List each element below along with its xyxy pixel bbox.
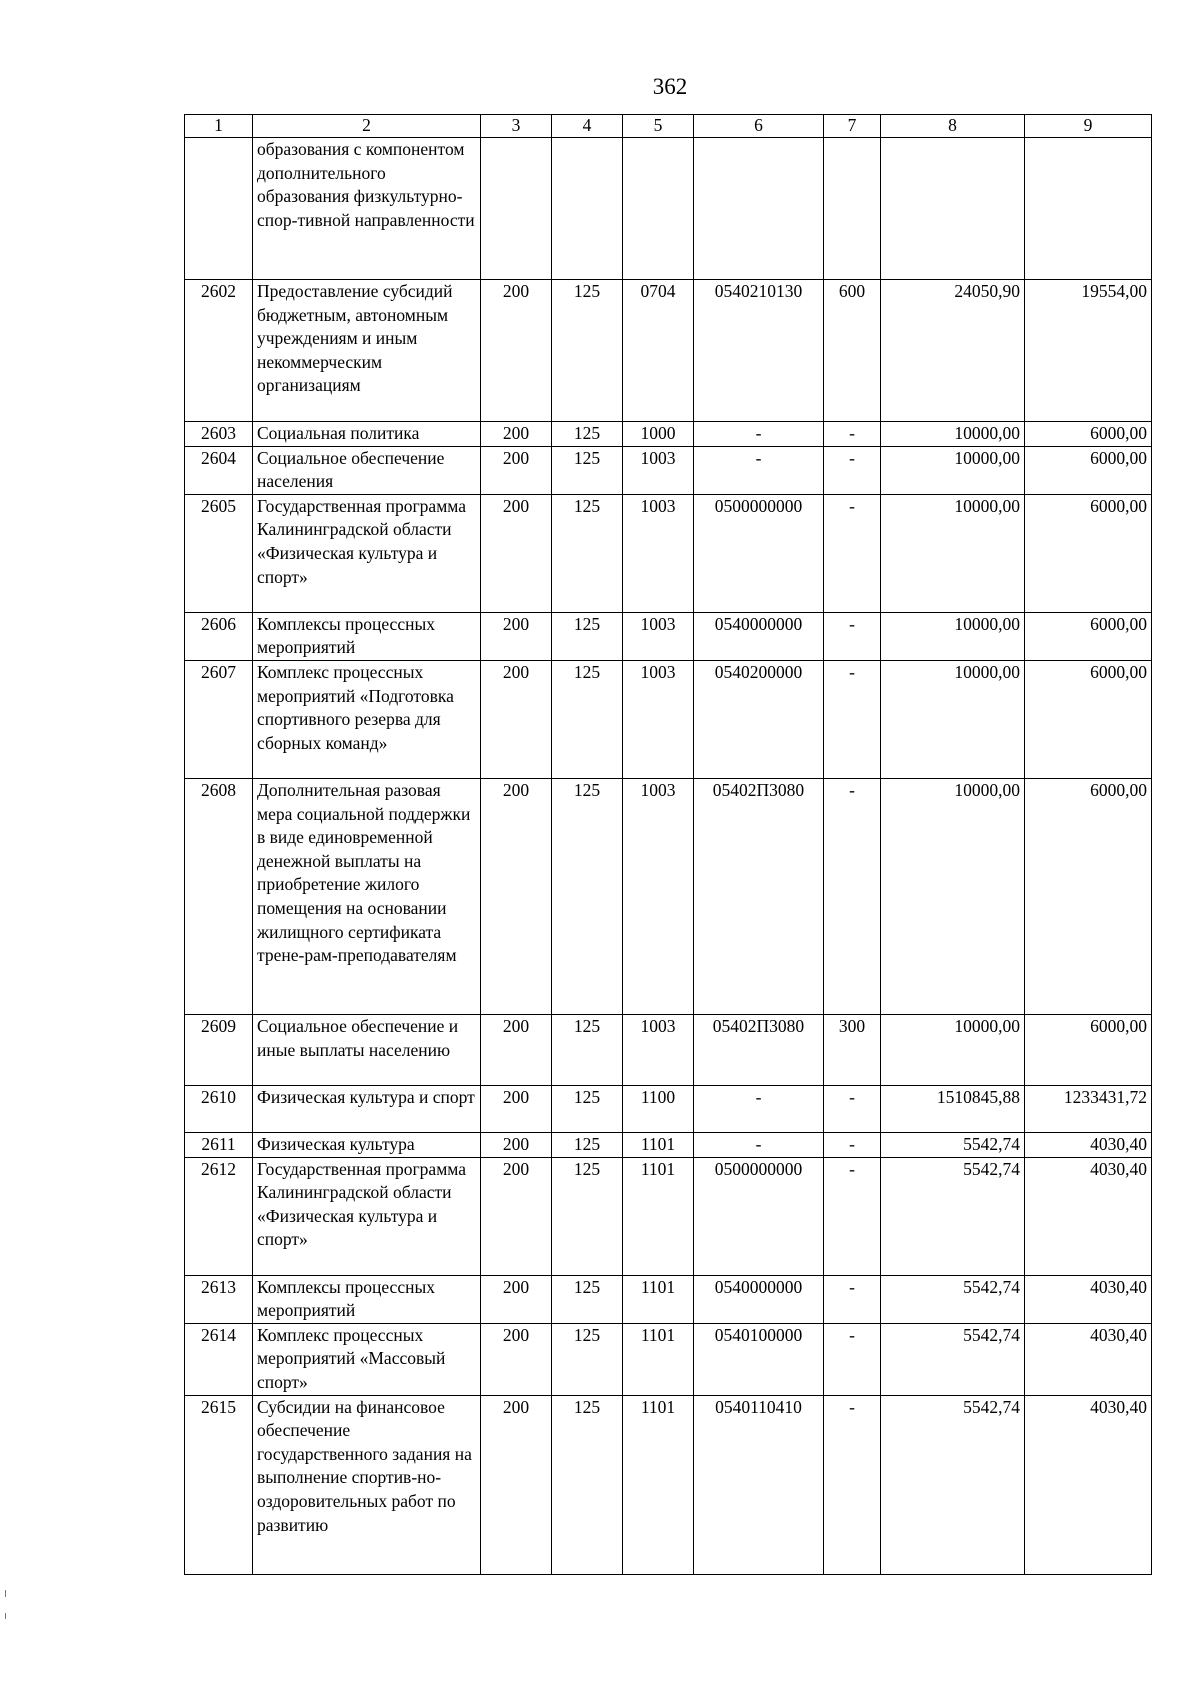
- cell-section-code: 1003: [623, 660, 694, 778]
- cell-row-code: 2606: [185, 612, 253, 660]
- cell-row-code: 2611: [185, 1132, 253, 1157]
- column-header: 4: [552, 115, 623, 138]
- cell-target-article-code: [694, 138, 824, 280]
- cell-amount-col8: 5542,74: [881, 1157, 1025, 1275]
- cell-indicator-name: Государственная программа Калининградской области «Физическая культура и спорт»: [253, 494, 481, 612]
- cell-indicator-name: Социальное обеспечение населения: [253, 446, 481, 494]
- cell-department-code: 125: [552, 1085, 623, 1132]
- table-body: [185, 138, 1152, 1575]
- cell-amount-col9: 6000,00: [1025, 612, 1152, 660]
- cell-department-code: 125: [552, 1157, 623, 1275]
- column-header: 3: [481, 115, 552, 138]
- cell-ministry-code: 200: [481, 494, 552, 612]
- table-row: [185, 660, 1152, 778]
- cell-amount-col8: 10000,00: [881, 422, 1025, 447]
- table-row: [185, 1157, 1152, 1275]
- table-row: [185, 138, 1152, 280]
- cell-ministry-code: 200: [481, 1275, 552, 1323]
- cell-expense-type-code: -: [824, 1323, 881, 1395]
- cell-target-article-code: 0540000000: [694, 1275, 824, 1323]
- cell-expense-type-code: -: [824, 778, 881, 1014]
- budget-table: [184, 114, 1152, 1575]
- scan-artifact-mark: [5, 1590, 6, 1597]
- column-header: 8: [881, 115, 1025, 138]
- cell-target-article-code: -: [694, 422, 824, 447]
- cell-amount-col9: 6000,00: [1025, 778, 1152, 1014]
- cell-amount-col8: 1510845,88: [881, 1085, 1025, 1132]
- column-header: 2: [253, 115, 481, 138]
- cell-section-code: 1003: [623, 1014, 694, 1085]
- cell-department-code: 125: [552, 280, 623, 422]
- scan-artifact-mark: [5, 1613, 6, 1619]
- cell-section-code: 1101: [623, 1395, 694, 1574]
- cell-amount-col8: 10000,00: [881, 778, 1025, 1014]
- cell-section-code: 1101: [623, 1157, 694, 1275]
- cell-ministry-code: 200: [481, 280, 552, 422]
- cell-ministry-code: 200: [481, 422, 552, 447]
- cell-amount-col8: 10000,00: [881, 1014, 1025, 1085]
- cell-expense-type-code: -: [824, 1085, 881, 1132]
- cell-indicator-name: Комплекс процессных мероприятий «Подготовка спортивного резерва для сборных команд»: [253, 660, 481, 778]
- cell-amount-col8: 10000,00: [881, 446, 1025, 494]
- cell-expense-type-code: -: [824, 494, 881, 612]
- cell-department-code: 125: [552, 494, 623, 612]
- cell-row-code: 2604: [185, 446, 253, 494]
- cell-indicator-name: Комплексы процессных мероприятий: [253, 1275, 481, 1323]
- cell-section-code: 1003: [623, 612, 694, 660]
- column-header: 6: [694, 115, 824, 138]
- cell-indicator-name: Физическая культура: [253, 1132, 481, 1157]
- cell-amount-col9: 4030,40: [1025, 1395, 1152, 1574]
- cell-amount-col9: 4030,40: [1025, 1132, 1152, 1157]
- cell-row-code: 2608: [185, 778, 253, 1014]
- cell-department-code: 125: [552, 1014, 623, 1085]
- cell-amount-col8: 10000,00: [881, 612, 1025, 660]
- cell-amount-col9: [1025, 138, 1152, 280]
- cell-row-code: 2602: [185, 280, 253, 422]
- cell-ministry-code: 200: [481, 1085, 552, 1132]
- cell-expense-type-code: -: [824, 422, 881, 447]
- cell-ministry-code: 200: [481, 660, 552, 778]
- cell-ministry-code: 200: [481, 1157, 552, 1275]
- cell-amount-col9: 6000,00: [1025, 660, 1152, 778]
- cell-section-code: 0704: [623, 280, 694, 422]
- cell-row-code: 2615: [185, 1395, 253, 1574]
- cell-section-code: 1003: [623, 494, 694, 612]
- cell-department-code: 125: [552, 1132, 623, 1157]
- cell-target-article-code: 0500000000: [694, 494, 824, 612]
- cell-row-code: 2603: [185, 422, 253, 447]
- column-header: 1: [185, 115, 253, 138]
- table-row: [185, 280, 1152, 422]
- cell-expense-type-code: -: [824, 612, 881, 660]
- table-row: [185, 1323, 1152, 1395]
- table-row: [185, 778, 1152, 1014]
- cell-department-code: 125: [552, 778, 623, 1014]
- cell-target-article-code: 05402П3080: [694, 778, 824, 1014]
- cell-department-code: 125: [552, 1323, 623, 1395]
- cell-department-code: 125: [552, 612, 623, 660]
- cell-amount-col9: 6000,00: [1025, 494, 1152, 612]
- cell-section-code: 1000: [623, 422, 694, 447]
- cell-expense-type-code: -: [824, 1157, 881, 1275]
- table-row: [185, 612, 1152, 660]
- cell-ministry-code: 200: [481, 1323, 552, 1395]
- cell-expense-type-code: -: [824, 1132, 881, 1157]
- cell-indicator-name: Социальная политика: [253, 422, 481, 447]
- cell-indicator-name: Государственная программа Калининградской области «Физическая культура и спорт»: [253, 1157, 481, 1275]
- table-row: [185, 1395, 1152, 1574]
- cell-target-article-code: 0540000000: [694, 612, 824, 660]
- cell-amount-col8: 5542,74: [881, 1323, 1025, 1395]
- cell-indicator-name: Социальное обеспечение и иные выплаты населению: [253, 1014, 481, 1085]
- cell-target-article-code: 0540210130: [694, 280, 824, 422]
- cell-section-code: 1101: [623, 1275, 694, 1323]
- cell-amount-col8: 10000,00: [881, 494, 1025, 612]
- table-row: [185, 446, 1152, 494]
- table-row: [185, 494, 1152, 612]
- column-header: 7: [824, 115, 881, 138]
- cell-department-code: 125: [552, 446, 623, 494]
- cell-section-code: 1003: [623, 446, 694, 494]
- cell-amount-col9: 6000,00: [1025, 1014, 1152, 1085]
- cell-expense-type-code: -: [824, 1395, 881, 1574]
- cell-ministry-code: 200: [481, 612, 552, 660]
- cell-indicator-name: Субсидии на финансовое обеспечение государственного задания на выполнение спортив-но-оздоровительных работ по развитию: [253, 1395, 481, 1574]
- cell-expense-type-code: 600: [824, 280, 881, 422]
- cell-target-article-code: -: [694, 1085, 824, 1132]
- table-row: [185, 1014, 1152, 1085]
- cell-amount-col9: 6000,00: [1025, 422, 1152, 447]
- cell-section-code: [623, 138, 694, 280]
- cell-amount-col8: 5542,74: [881, 1395, 1025, 1574]
- cell-indicator-name: Комплексы процессных мероприятий: [253, 612, 481, 660]
- cell-row-code: [185, 138, 253, 280]
- cell-department-code: 125: [552, 660, 623, 778]
- cell-amount-col8: 24050,90: [881, 280, 1025, 422]
- cell-ministry-code: 200: [481, 1132, 552, 1157]
- cell-amount-col8: 10000,00: [881, 660, 1025, 778]
- cell-row-code: 2614: [185, 1323, 253, 1395]
- header-row: [185, 115, 1152, 138]
- cell-target-article-code: -: [694, 1132, 824, 1157]
- cell-ministry-code: 200: [481, 1395, 552, 1574]
- cell-indicator-name: Физическая культура и спорт: [253, 1085, 481, 1132]
- cell-section-code: 1101: [623, 1132, 694, 1157]
- cell-row-code: 2610: [185, 1085, 253, 1132]
- cell-target-article-code: 0500000000: [694, 1157, 824, 1275]
- cell-row-code: 2613: [185, 1275, 253, 1323]
- cell-amount-col9: 4030,40: [1025, 1275, 1152, 1323]
- cell-ministry-code: 200: [481, 1014, 552, 1085]
- cell-indicator-name: Предоставление субсидий бюджетным, автономным учреждениям и иным некоммерческим организациям: [253, 280, 481, 422]
- cell-department-code: [552, 138, 623, 280]
- cell-target-article-code: -: [694, 446, 824, 494]
- cell-row-code: 2607: [185, 660, 253, 778]
- cell-target-article-code: 0540200000: [694, 660, 824, 778]
- cell-department-code: 125: [552, 1395, 623, 1574]
- table-row: [185, 1085, 1152, 1132]
- cell-row-code: 2612: [185, 1157, 253, 1275]
- cell-amount-col9: 6000,00: [1025, 446, 1152, 494]
- cell-indicator-name: Комплекс процессных мероприятий «Массовый спорт»: [253, 1323, 481, 1395]
- cell-department-code: 125: [552, 1275, 623, 1323]
- cell-target-article-code: 0540110410: [694, 1395, 824, 1574]
- cell-ministry-code: 200: [481, 778, 552, 1014]
- cell-amount-col9: 4030,40: [1025, 1157, 1152, 1275]
- cell-indicator-name: образования с компонентом дополнительного образования физкультурно-спор-тивной направленности: [253, 138, 481, 280]
- cell-section-code: 1101: [623, 1323, 694, 1395]
- table-row: [185, 1275, 1152, 1323]
- column-header: 5: [623, 115, 694, 138]
- cell-ministry-code: [481, 138, 552, 280]
- cell-indicator-name: Дополнительная разовая мера социальной поддержки в виде единовременной денежной выплаты на приобретение жилого помещения на основании жилищного сертификата трене-рам-преподавателям: [253, 778, 481, 1014]
- cell-target-article-code: 0540100000: [694, 1323, 824, 1395]
- cell-amount-col9: 1233431,72: [1025, 1085, 1152, 1132]
- cell-expense-type-code: [824, 138, 881, 280]
- cell-target-article-code: 05402П3080: [694, 1014, 824, 1085]
- cell-section-code: 1100: [623, 1085, 694, 1132]
- page-number: 362: [652, 74, 688, 99]
- cell-expense-type-code: 300: [824, 1014, 881, 1085]
- cell-amount-col8: 5542,74: [881, 1275, 1025, 1323]
- cell-row-code: 2605: [185, 494, 253, 612]
- cell-amount-col9: 4030,40: [1025, 1323, 1152, 1395]
- column-header: 9: [1025, 115, 1152, 138]
- cell-department-code: 125: [552, 422, 623, 447]
- cell-ministry-code: 200: [481, 446, 552, 494]
- table-row: [185, 1132, 1152, 1157]
- cell-amount-col9: 19554,00: [1025, 280, 1152, 422]
- table-row: [185, 422, 1152, 447]
- cell-expense-type-code: -: [824, 1275, 881, 1323]
- cell-expense-type-code: -: [824, 446, 881, 494]
- cell-amount-col8: 5542,74: [881, 1132, 1025, 1157]
- cell-row-code: 2609: [185, 1014, 253, 1085]
- cell-expense-type-code: -: [824, 660, 881, 778]
- cell-amount-col8: [881, 138, 1025, 280]
- cell-section-code: 1003: [623, 778, 694, 1014]
